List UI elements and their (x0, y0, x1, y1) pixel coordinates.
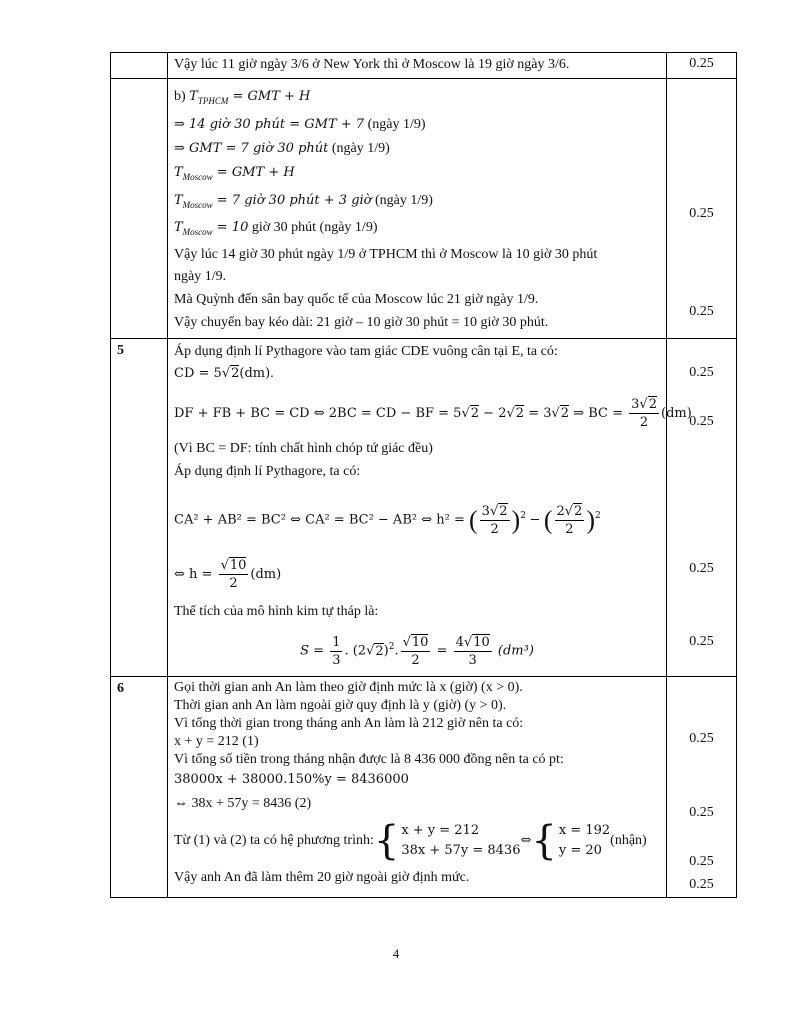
part-b-line-5: $T_{Moscow} = 7$ giờ 30 phút + 3 giờ (ngày 1/9) (174, 192, 433, 210)
part-b-line-6: $T_{Moscow} = 10$ giờ 30 phút (ngày 1/9) (174, 220, 378, 238)
q5-line-2: CD = 5√2(dm). (174, 366, 274, 382)
row-intro (111, 53, 737, 79)
q5-line-6: CA² + AB² = BC² ⇔ CA² = BC² − AB² ⇔ h² = ( $\frac{3√2}{2}$ )$^2$ − ( $\frac{2√2}{2}$ )$^2$ (174, 504, 601, 538)
score-cell (667, 339, 737, 677)
q5-line-8: Thể tích của mô hình kim tự tháp là: (174, 604, 379, 620)
page-number: 4 (392, 946, 400, 961)
question-number: 5 (111, 339, 168, 677)
part-b-line-2: ⇒ 14 giờ 30 phút = GMT + 7 (ngày 1/9) (174, 116, 426, 132)
score: 0.25 (689, 561, 714, 577)
part-b-line-4: $T_{Moscow}$ = GMT + H (174, 164, 295, 182)
question-number: 6 (111, 677, 168, 898)
part-b-line-8: ngày 1/9. (174, 269, 227, 285)
score-cell (667, 677, 737, 898)
q6-line-2: Thời gian anh An làm ngoài giờ quy định là y (giờ) (y > 0). (174, 698, 507, 714)
part-b-line-3: ⇒ GMT = 7 giờ 30 phút (ngày 1/9) (174, 140, 390, 156)
question-number-cell (111, 53, 168, 79)
content-cell (168, 677, 667, 898)
answer-table (110, 52, 737, 898)
q6-line-4: x + y = 212 (1) (174, 734, 259, 750)
content-cell (168, 339, 692, 677)
score: 0.25 (689, 731, 714, 747)
q6-line-5: Vì tổng số tiền trong tháng nhận được là 8 436 000 đồng nên ta có pt: (174, 752, 564, 768)
q6-line-9: Vậy anh An đã làm thêm 20 giờ ngoài giờ định mức. (174, 870, 470, 886)
q5-line-3: DF + FB + BC = CD ⇔ 2BC = CD − BF = 5√2 − 2√2 = 3√2 ⇒ BC = $\frac{3√2}{2}$ (dm) (174, 397, 692, 431)
q5-line-1: Áp dụng định lí Pythagore vào tam giác CDE vuông cân tại E, ta có: (174, 344, 558, 360)
q5-line-5: Áp dụng định lí Pythagore, ta có: (174, 464, 361, 480)
content-cell (168, 79, 667, 339)
row-question-6 (111, 677, 737, 898)
score-cell (667, 79, 737, 339)
score: 0.25 (689, 206, 714, 221)
score: 0.25 (689, 56, 714, 71)
row-part-b (111, 79, 737, 339)
score: 0.25 (689, 854, 714, 870)
q6-line-1: Gọi thời gian anh An làm theo giờ định mức là x (giờ) (x > 0). (174, 680, 523, 696)
score: 0.25 (689, 365, 714, 381)
q5-line-4: (Vì BC = DF: tính chất hình chóp tứ giác đều) (174, 441, 433, 457)
q6-line-3: Vì tổng thời gian trong tháng anh An làm là 212 giờ nên ta có: (174, 716, 524, 732)
question-number-cell (111, 79, 168, 339)
part-b-line-9: Mà Quỳnh đến sân bay quốc tế của Moscow lúc 21 giờ ngày 1/9. (174, 292, 539, 308)
part-b-line-10: Vậy chuyến bay kéo dài: 21 giờ – 10 giờ 30 phút = 10 giờ 30 phút. (174, 315, 549, 331)
score: 0.25 (689, 414, 714, 430)
q5-line-9: S = $\frac{1}{3}$ . $(2√2)^2$. $\frac{√10}{2}$ = $\frac{4√10}{3}$ (dm³) (300, 635, 534, 669)
intro-text: Vậy lúc 11 giờ ngày 3/6 ở New York thì ở Moscow là 19 giờ ngày 3/6. (174, 57, 570, 72)
content-cell (168, 53, 667, 79)
score: 0.25 (689, 877, 714, 893)
q6-line-7: ⇔ 38x + 57y = 8436 (2) (174, 796, 312, 812)
q6-line-6: 38000x + 38000.150%y = 8436000 (174, 772, 409, 788)
score: 0.25 (689, 805, 714, 821)
score: 0.25 (689, 304, 714, 319)
score: 0.25 (689, 634, 714, 650)
score-cell (667, 53, 737, 79)
row-question-5 (111, 339, 737, 677)
q5-line-7: ⇔ h = $\frac{√10}{2}$ (dm) (174, 558, 282, 592)
part-b-line-1: b) $T_{TPHCM}$ = GMT + H (174, 89, 311, 106)
q6-line-8: Từ (1) và (2) ta có hệ phương trình: { x + y = 212 38x + 57y = 8436 ⇔ { x = 192 y = 20 (nhận) (174, 818, 647, 865)
part-b-line-7: Vậy lúc 14 giờ 30 phút ngày 1/9 ở TPHCM thì ở Moscow là 10 giờ 30 phút (174, 247, 598, 263)
